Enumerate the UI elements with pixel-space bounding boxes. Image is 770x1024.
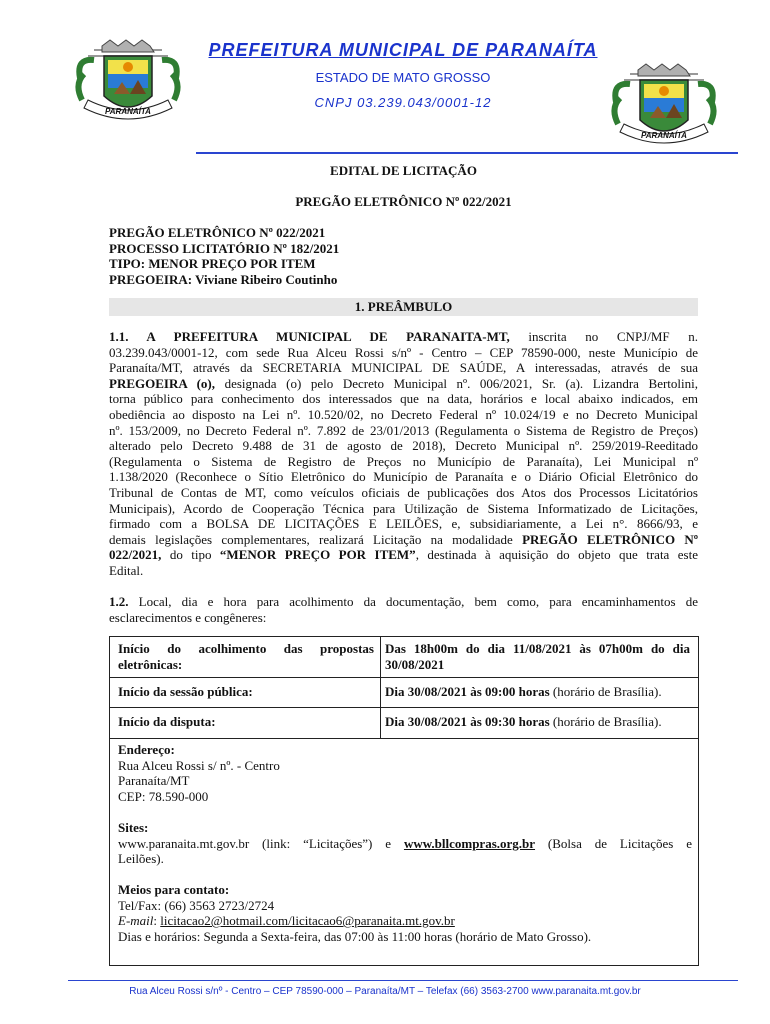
para-line: 022/2021, do tipo “MENOR PREÇO POR ITEM”, destinada à aquisição do objeto que trata este (109, 547, 698, 563)
section-heading-preambulo: 1. PREÂMBULO (109, 298, 698, 316)
table-column-divider (380, 637, 381, 738)
table-cell-value: Dia 30/08/2021 às 09:30 horas (horário de Brasília). (385, 714, 662, 729)
meta-tipo: TIPO: MENOR PREÇO POR ITEM (109, 256, 316, 272)
meta-processo: PROCESSO LICITATÓRIO Nº 182/2021 (109, 240, 340, 256)
para-line: Edital. (109, 562, 144, 578)
schedule-table (109, 636, 699, 966)
bll-link[interactable]: www.bllcompras.org.br (403, 835, 536, 851)
para-line: torna público para conhecimento dos interessados que na data, horários e local abaixo indicados, em (109, 391, 698, 407)
document-title: EDITAL DE LICITAÇÃO (330, 163, 477, 178)
table-cell-label: Início da sessão pública: (118, 684, 253, 699)
footer-divider (68, 980, 738, 981)
table-row-divider (110, 738, 698, 739)
table-cell-label: Início da disputa: (118, 714, 216, 729)
para-line: PREGOEIRA (o), designada (o) pelo Decreto Municipal nº. 006/2021, Sr. (a). Lizandra Bertolini, (109, 375, 698, 391)
meta-pregao: PREGÃO ELETRÔNICO Nº 022/2021 (109, 225, 326, 240)
header-divider (196, 152, 738, 154)
para-line: 1.138/2020 (Reconhece o Sítio Eletrônico do Município de Paranaíta e o Diário Oficial Eletrônico do (109, 469, 698, 485)
municipality-title: PREFEITURA MUNICIPAL DE PARANAÍTA (208, 40, 598, 60)
para-line: (Regulamenta o Sistema de Registro de Preços no Município de Paranaíta), Lei Municipal nº (109, 453, 698, 469)
paragraph-1-2 (109, 594, 698, 625)
table-row-divider (110, 677, 698, 678)
para-line: esclarecimentos e congêneres: (109, 609, 267, 625)
sites-block: Sites: www.paranaita.mt.gov.br (link: “Licitações”) e www.bllcompras.org.br (Bolsa de Licitações e Leilões). (118, 820, 692, 867)
para-line: 03.239.043/0001-12, com sede Rua Alceu Rossi s/nº - Centro – CEP 78590-000, neste Município de (109, 344, 698, 360)
meta-pregoeira: PREGOEIRA: Viviane Ribeiro Coutinho (109, 271, 338, 287)
document-meta (109, 225, 698, 287)
paragraph-1-1 (109, 329, 698, 579)
para-line: nº. 153/2009, no Decreto Federal nº. 7.892 de 23/01/2013 (Regulamenta o Sistema de Registro de Preços) (109, 422, 698, 438)
contact-block: Meios para contato: Tel/Fax: (66) 3563 2723/2724 E-mail: licitacao2@hotmail.com/licitacao6@paranaita.mt.gov.br Dias e horários: Segunda a Sexta-feira, das 07:00 às 11:00 horas (horário de Mato Grosso). (118, 882, 592, 944)
state-name: ESTADO DE MATO GROSSO (315, 70, 491, 85)
table-row-divider (110, 707, 698, 708)
table-cell-value: Dia 30/08/2021 às 09:00 horas (horário de Brasília). (385, 684, 662, 699)
document-subtitle: PREGÃO ELETRÔNICO Nº 022/2021 (295, 194, 512, 209)
para-line: alterado pelo Decreto 9.488 de 31 de agosto de 2018), Decreto Municipal nº. 259/2019-Reeditado (109, 438, 698, 454)
para-line: firmado com a BOLSA DE LICITAÇÕES E LEILÕES, e, subsidiariamente, a Lei n°. 8666/93, e (109, 516, 698, 532)
svg-text:PARANAÍTA: PARANAÍTA (105, 107, 151, 116)
para-line: 1.1. A PREFEITURA MUNICIPAL DE PARANAITA-MT, inscrita no CNPJ/MF n. (109, 329, 698, 344)
email-link[interactable]: licitacao2@hotmail.com/licitacao6@paranaita.mt.gov.br (160, 913, 455, 929)
para-line: Paranaíta/MT, através da SECRETARIA MUNICIPAL DE SAÚDE, A interessadas, através de sua (109, 360, 698, 376)
para-line: Tribunal de Contas de MT, como veículos oficiais de publicações dos Atos dos Processos Licitatórios (109, 484, 698, 500)
address-block: Endereço: Rua Alceu Rossi s/ nº. - Centro Paranaíta/MT CEP: 78.590-000 (118, 742, 280, 804)
para-line: demais legislações complementares, realizará Licitação na modalidade PREGÃO ELETRÔNICO Nº (109, 531, 698, 547)
para-line: Municipais), Acordo de Cooperação Técnica para Utilização de Sistema Informatizado de Licitações, (109, 500, 698, 516)
footer-address: Rua Alceu Rossi s/nº - Centro – CEP 78590-000 – Paranaíta/MT – Telefax (66) 3563-2700 www.paranaita.mt.gov.br (129, 986, 641, 997)
cnpj-number: CNPJ 03.239.043/0001-12 (314, 95, 492, 110)
svg-text:PARANAÍTA: PARANAÍTA (641, 131, 687, 140)
table-cell-value: Das 18h00m do dia 11/08/2021 às 07h00m do dia 30/08/2021 (385, 641, 690, 672)
table-cell-label: Início do acolhimento das propostas eletrônicas: (118, 641, 374, 672)
para-line: obediência ao disposto na Lei nº. 10.520/02, no Decreto Federal nº 10.024/19 e no Decreto Municipal (109, 406, 698, 422)
para-line: 1.2. Local, dia e hora para acolhimento da documentação, bem como, para encaminhamentos de (109, 594, 698, 609)
